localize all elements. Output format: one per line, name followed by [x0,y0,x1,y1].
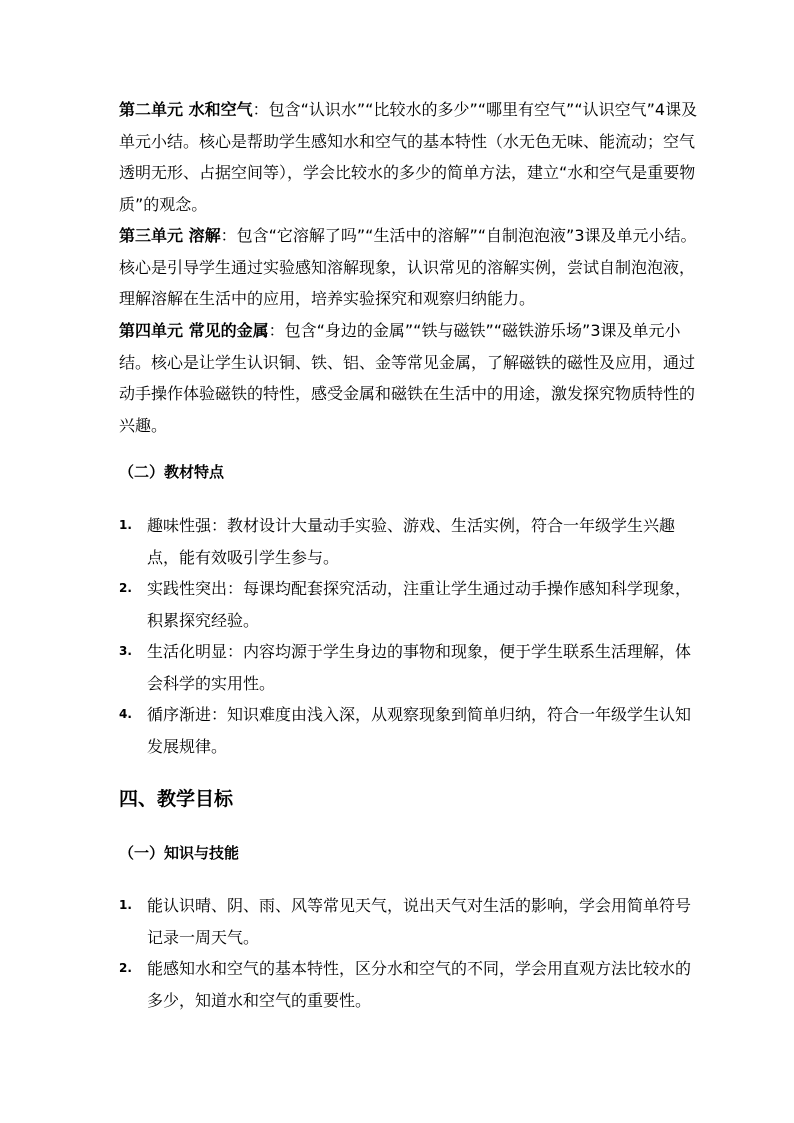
feature-item-3 [119,636,699,699]
list-number: 1. [119,518,132,532]
list-text: 能感知水和空气的基本特性，区分水和空气的不同，学会用直观方法比较水的多少，知道水和空气的重要性。 [147,959,692,1010]
section-heading: 四、教学目标 [119,788,234,810]
list-number: 1. [119,898,132,912]
list-number: 2. [119,581,132,595]
unit-3-title: 第三单元 溶解 [119,226,221,245]
list-number: 2. [119,961,132,975]
unit-2-text: ：包含“认识水”“比较水的多少”“哪里有空气”“认识空气”4课及单元小结。核心是帮助学生感知水和空气的基本特性（水无色无味、能流动；空气透明无形、占据空间等），学会比较水的多少的简单方法，建立“水和空气是重要物质”的观念。 [119,100,698,214]
features-heading: （二）教材特点 [119,463,225,481]
unit-4-text: ：包含“身边的金属”“铁与磁铁”“磁铁游乐场”3课及单元小结。核心是让学生认识铜、铁、铝、金等常见金属，了解磁铁的磁性及应用，通过动手操作体验磁铁的特性，感受金属和磁铁在生活中的用途，激发探究物质特性的兴趣。 [119,321,696,435]
feature-item-2 [119,573,699,636]
feature-item-4 [119,699,699,762]
unit-2-title: 第二单元 水和空气 [119,100,253,119]
knowledge-item-2 [119,953,699,1016]
list-text: 实践性突出：每课均配套探究活动，注重让学生通过动手操作感知科学现象，积累探究经验。 [147,579,692,630]
unit-2-paragraph [119,94,699,220]
list-text: 趣味性强：教材设计大量动手实验、游戏、生活实例，符合一年级学生兴趣点，能有效吸引学生参与。 [147,516,676,567]
feature-item-1 [119,510,699,573]
list-text: 循序渐进：知识难度由浅入深，从观察现象到简单归纳，符合一年级学生认知发展规律。 [147,705,692,756]
knowledge-heading: （一）知识与技能 [119,844,240,862]
unit-4-title: 第四单元 常见的金属 [119,321,269,340]
unit-3-text: ：包含“它溶解了吗”“生活中的溶解”“自制泡泡液”3课及单元小结。核心是引导学生通过实验感知溶解现象，认识常见的溶解实例，尝试自制泡泡液，理解溶解在生活中的应用，培养实验探究和观察归纳能力。 [119,226,697,309]
list-text: 能认识晴、阴、雨、风等常见天气，说出天气对生活的影响，学会用简单符号记录一周天气。 [147,896,692,947]
list-number: 4. [119,707,132,721]
list-number: 3. [119,644,132,658]
unit-3-paragraph [119,220,699,315]
unit-4-paragraph [119,315,699,441]
knowledge-item-1 [119,890,699,953]
list-text: 生活化明显：内容均源于学生身边的事物和现象，便于学生联系生活理解，体会科学的实用性。 [147,642,692,693]
